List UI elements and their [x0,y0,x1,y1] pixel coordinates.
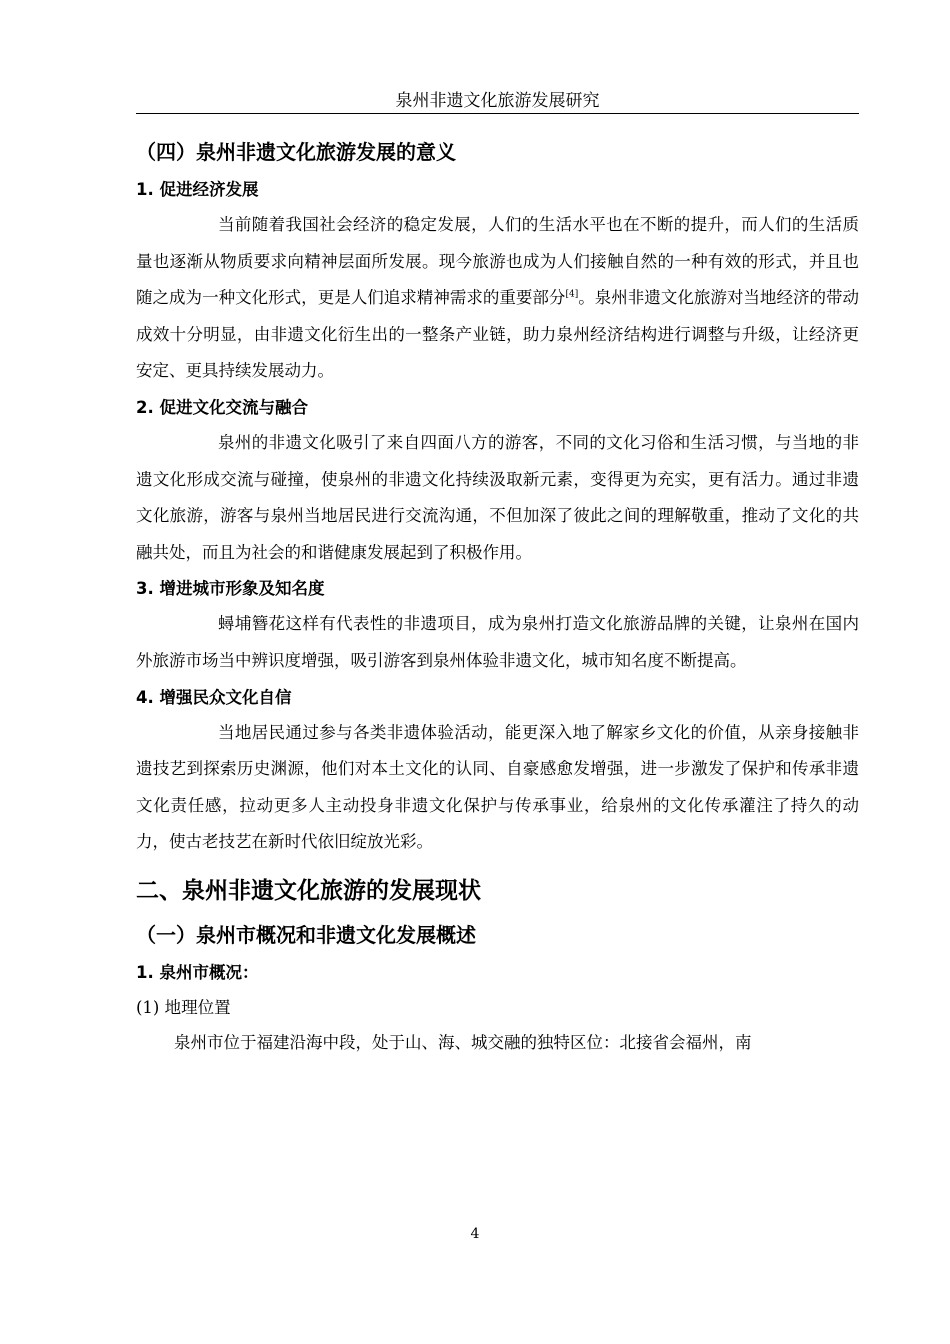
chapter-heading-status: 二、泉州非遗文化旅游的发展现状 [136,877,481,904]
paragraph-culture-exchange: 泉州的非遗文化吸引了来自四面八方的游客，不同的文化习俗和生活习惯，与当地的非遗文化形成交流与碰撞，使泉州的非遗文化持续汲取新元素，变得更为充实，更有活力。通过非遗文化旅游，游客与泉州当地居民进行交流沟通，不但加深了彼此之间的理解敬重，推动了文化的共融共处，而且为社会的和谐健康发展起到了积极作用。 [136,432,859,562]
item-title-culture-exchange: 2. 促进文化交流与融合 [136,397,308,417]
paragraph-economy [136,207,859,390]
page-number: 4 [470,1226,480,1242]
paragraph-economy-part2: 。泉州非遗文化旅游对当地经济的带动成效十分明显，由非遗文化衍生出的一整条产业链，助力泉州经济结构进行调整与升级，让经济更安定、更具持续发展动力。 [136,288,860,381]
item-title-city-image: 3. 增进城市形象及知名度 [136,579,325,599]
page-body [136,132,859,1062]
paragraph-cultural-confidence: 当地居民通过参与各类非遗体验活动，能更深入地了解家乡文化的价值，从亲身接触非遗技艺到探索历史渊源，他们对本土文化的认同、自豪感愈发增强，进一步激发了保护和传承非遗文化责任感，拉动更多人主动投身非遗文化保护与传承事业，给泉州的文化传承灌注了持久的动力，使古老技艺在新时代依旧绽放光彩。 [136,722,859,852]
item-title-economy: 1. 促进经济发展 [136,180,259,199]
section-heading-overview: （一）泉州市概况和非遗文化发展概述 [136,922,476,947]
paragraph-geography: 泉州市位于福建沿海中段，处于山、海、城交融的独特区位：北接省会福州，南 [174,1032,752,1052]
subitem-geography: (1) 地理位置 [136,997,231,1017]
header-divider [136,113,859,114]
paragraph-city-image: 蟳埔簪花这样有代表性的非遗项目，成为泉州打造文化旅游品牌的关键，让泉州在国内外旅游市场当中辨识度增强，吸引游客到泉州体验非遗文化，城市知名度不断提高。 [136,614,859,670]
item-title-cultural-confidence: 4. 增强民众文化自信 [136,687,292,707]
item-title-city-overview: 1. 泉州市概况： [136,962,259,982]
running-header-title: 泉州非遗文化旅游发展研究 [395,91,600,111]
citation-ref: [4] [565,289,579,300]
section-heading-significance: （四）泉州非遗文化旅游发展的意义 [136,140,456,164]
paragraph-economy-part1: 当前随着我国社会经济的稳定发展，人们的生活水平也在不断的提升，而人们的生活质量也逐渐从物质要求向精神层面所发展。现今旅游也成为人们接触自然的一种有效的形式，并且也随之成为一种文化形式，更是人们追求精神需求的重要部分 [136,215,859,308]
